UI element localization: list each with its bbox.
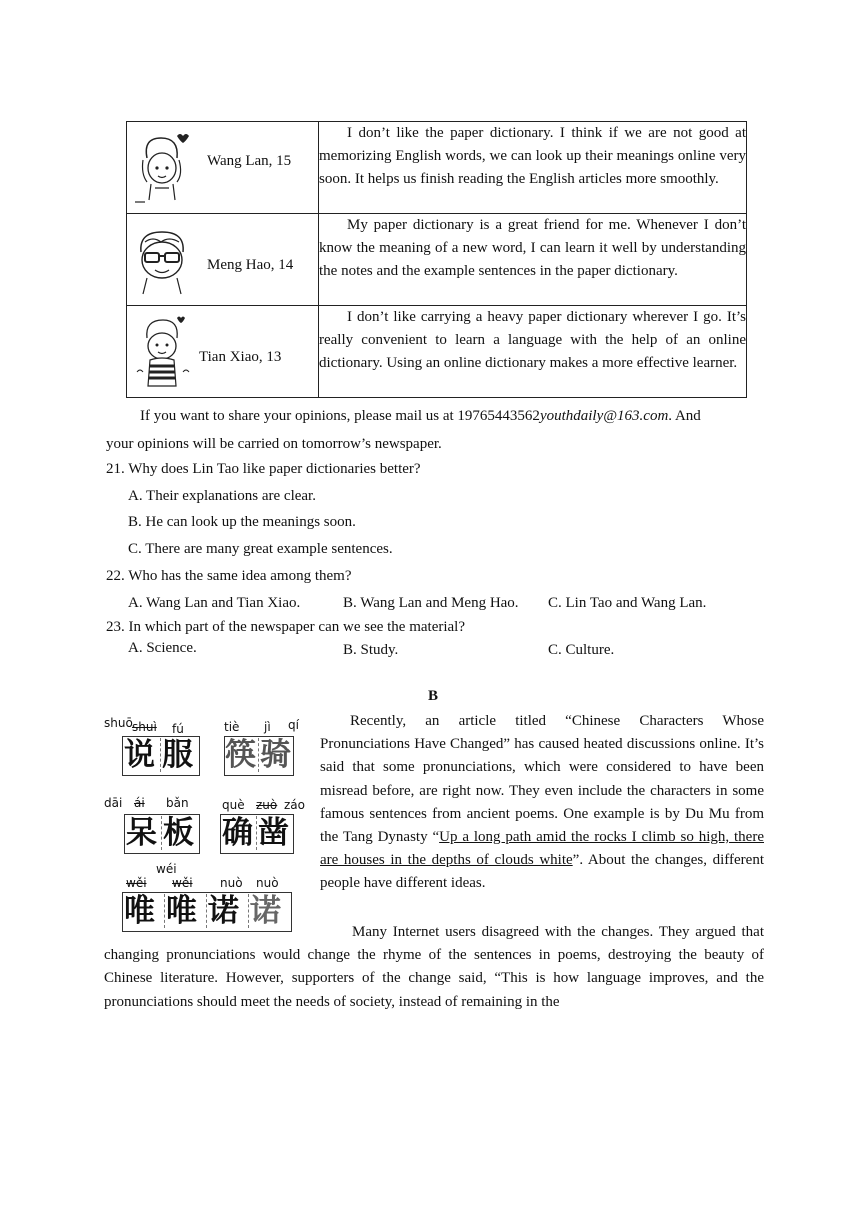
pinyin-crossed: ái: [134, 796, 145, 810]
question-22: 22. Who has the same idea among them?: [106, 568, 352, 584]
person-name: Meng Hao, 14: [207, 257, 294, 273]
table-row: [127, 122, 747, 214]
question-21: 21. Why does Lin Tao like paper dictionaries better?: [106, 461, 421, 477]
pinyin: dāi: [104, 796, 123, 810]
person-cell: [127, 306, 319, 398]
grid-line: [258, 738, 259, 772]
share-line-2: your opinions will be carried on tomorrow’s newspaper.: [106, 436, 442, 452]
girl-with-striped-shirt-avatar-icon: [133, 314, 191, 390]
pinyin-crossed: shuì: [132, 720, 157, 734]
pinyin-crossed: zuò: [256, 798, 278, 812]
pinyin-crossed: wěi: [126, 876, 147, 890]
hanzi: 诺: [208, 893, 239, 929]
table-row: [127, 214, 747, 306]
hanzi: 唯: [166, 893, 197, 929]
girl-with-heart-avatar-icon: [133, 130, 191, 206]
option-22a: A. Wang Lan and Tian Xiao.: [128, 595, 301, 611]
paragraph-2: Many Internet users disagreed with the changes. They argued that changing pronunciations would change the rhyme of the sentences in poems, destroying the beauty of Chinese literature. However, supporters of the change said, “This is how language improves, and the pronunciations should meet the needs of society, instead of remaining in the: [104, 924, 764, 1010]
pinyin: tiè: [224, 720, 240, 734]
hanzi: 凿: [258, 815, 289, 851]
poem-quote: Up a long path amid the rocks I climb so high, there are houses in the depths of clouds white: [320, 829, 764, 869]
option-22c: C. Lin Tao and Wang Lan.: [548, 595, 707, 611]
person-name: Wang Lan, 15: [207, 153, 292, 169]
hanzi: 板: [163, 815, 194, 851]
pinyin: bǎn: [166, 796, 189, 810]
hanzi: 呆: [126, 815, 157, 851]
pinyin: què: [222, 798, 245, 812]
grid-line: [161, 816, 162, 850]
option-21c: C. There are many great example sentences.: [128, 541, 393, 557]
hanzi: 筷: [225, 737, 256, 773]
hanzi: 诺: [250, 893, 281, 929]
hanzi: 服: [162, 737, 193, 773]
share-text: If you want to share your opinions, please mail us at 19765443562: [140, 408, 540, 424]
question-23: 23. In which part of the newspaper can we see the material?: [106, 619, 466, 635]
opinion-text: I don’t like carrying a heavy paper dictionary wherever I go. It’s really convenient to learn a language with the help of an online dictionary. Using an online dictionary makes a more effective learner.: [319, 306, 747, 398]
pinyin: wéi: [156, 862, 177, 876]
hanzi: 唯: [124, 893, 155, 929]
pinyin: qí: [288, 718, 299, 732]
opinions-table: [126, 121, 747, 398]
option-23c: C. Culture.: [548, 642, 615, 658]
pinyin: jì: [264, 720, 271, 734]
boy-with-glasses-avatar-icon: [133, 222, 191, 298]
option-21a: A. Their explanations are clear.: [128, 488, 316, 504]
option-23b: B. Study.: [343, 642, 399, 658]
paragraph-1-end: ”. About the changes, different people have different ideas.: [320, 852, 764, 892]
pinyin: fú: [172, 722, 184, 736]
pinyin-crossed: wěi: [172, 876, 193, 890]
pinyin: záo: [284, 798, 305, 812]
pinyin: nuò: [256, 876, 279, 890]
opinion-text: I don’t like the paper dictionary. I think if we are not good at memorizing English words, we can look up their meanings online very soon. It helps us finish reading the English articles more smoothly.: [319, 122, 747, 214]
hanzi: 说: [124, 737, 155, 773]
person-cell: [127, 214, 319, 306]
option-23a: A. Science.: [128, 640, 197, 656]
section-heading: B: [428, 688, 439, 704]
grid-line: [256, 816, 257, 850]
pinyin: shuō: [104, 716, 133, 730]
paragraph-1: [320, 710, 764, 896]
share-text-end: . And: [668, 408, 701, 424]
share-line: [140, 408, 701, 425]
person-cell: [127, 122, 319, 214]
option-21b: B. He can look up the meanings soon.: [128, 514, 356, 530]
grid-line: [160, 738, 161, 772]
hanzi: 确: [222, 815, 253, 851]
table-row: [127, 306, 747, 398]
paragraph-1-text: Recently, an article titled “Chinese Characters Whose Pronunciations Have Changed” has caused heated discussions online. It’s said that some pronunciations, which were considered to have been misread before, are right now. They even include the characters in some famous sentences from ancient poems. One example is by Du Mu from the Tang Dynasty “: [320, 713, 764, 846]
hanzi: 骑: [260, 737, 291, 773]
person-name: Tian Xiao, 13: [199, 349, 282, 365]
option-22b: B. Wang Lan and Meng Hao.: [343, 595, 519, 611]
character-illustration: [104, 716, 309, 932]
opinion-text: My paper dictionary is a great friend for me. Whenever I don’t know the meaning of a new word, I can learn it well by understanding the notes and the example sentences in the paper dictionary.: [319, 214, 747, 306]
share-email: youthdaily@163.com: [539, 408, 669, 424]
pinyin: nuò: [220, 876, 243, 890]
